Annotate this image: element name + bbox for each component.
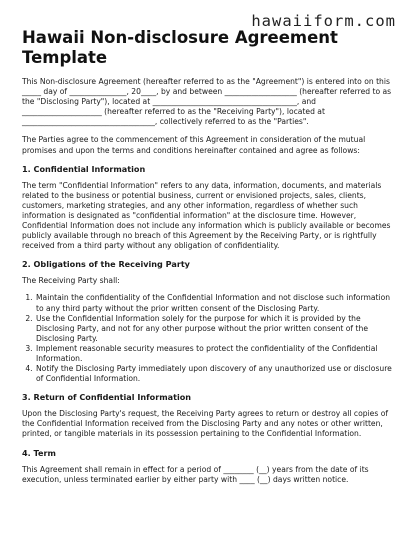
section-1-heading: 1. Confidential Information: [22, 163, 146, 174]
parties-agree-paragraph: The Parties agree to the commencement of this Agreement in consideration of the mutual promises and upon the terms and conditions hereinafter contained and agree as follows:: [22, 135, 366, 155]
section-4-heading: 4. Term: [22, 447, 56, 458]
section-1-body: The term "Confidential Information" refers to any data, information, documents, and materials related to the business or potential business, current or envisioned projects, sales, clients, customers, marketing strategies, and any other information, regardless of whether such information is designated as "confidential information" at the disclosure time. However, Confidential Information does not include any information which is publicly available or becomes publicly available through no breach of this Agreement by the Receiving Party, or is rightfully received from a third party without any obligation of confidentiality.: [22, 180, 391, 251]
section-4-body: This Agreement shall remain in effect for a period of ________ (__) years from the date of its execution, unless terminated earlier by either party with ____ (__) days written notice.: [22, 464, 369, 484]
list-item: 4. Notify the Disclosing Party immediately upon discovery of any unauthorized use or disclosure of Confidential Information.: [35, 364, 396, 384]
intro-paragraph: This Non-disclosure Agreement (hereafter referred to as the "Agreement") is entered into on this _____ day of _______________, 20____, by and between ___________________ (hereafter referred to as the "Disclosing Party"), located at ______________________________________, and _____________________ (hereafter referred to as the "Receiving Party"), located at ___________________________________, collectively referred to as the "Parties".: [22, 77, 392, 127]
section-3-body: Upon the Disclosing Party's request, the Receiving Party agrees to return or destroy all copies of the Confidential Information received from the Disclosing Party and any notes or other written, printed, or tangible materials in its possession pertaining to the Confidential Information.: [22, 409, 389, 439]
site-watermark: hawaiiform.com: [251, 12, 396, 30]
section-3-heading: 3. Return of Confidential Information: [22, 392, 192, 403]
document-title: Hawaii Non-disclosure Agreement Template: [22, 28, 338, 67]
obligations-list: [22, 293, 396, 384]
list-item: 2. Use the Confidential Information solely for the purpose for which it is provided by the Disclosing Party, and not for any other purpose without the prior written consent of the Disclosing Party.: [35, 314, 396, 344]
list-item: 3. Implement reasonable security measures to protect the confidentiality of the Confidential Information.: [35, 344, 396, 364]
section-2-lead: The Receiving Party shall:: [22, 276, 120, 286]
section-2-heading: 2. Obligations of the Receiving Party: [22, 259, 190, 270]
list-item: 1. Maintain the confidentiality of the Confidential Information and not disclose such information to any third party without the prior written consent of the Disclosing Party.: [35, 293, 396, 313]
document-body: [22, 28, 396, 485]
